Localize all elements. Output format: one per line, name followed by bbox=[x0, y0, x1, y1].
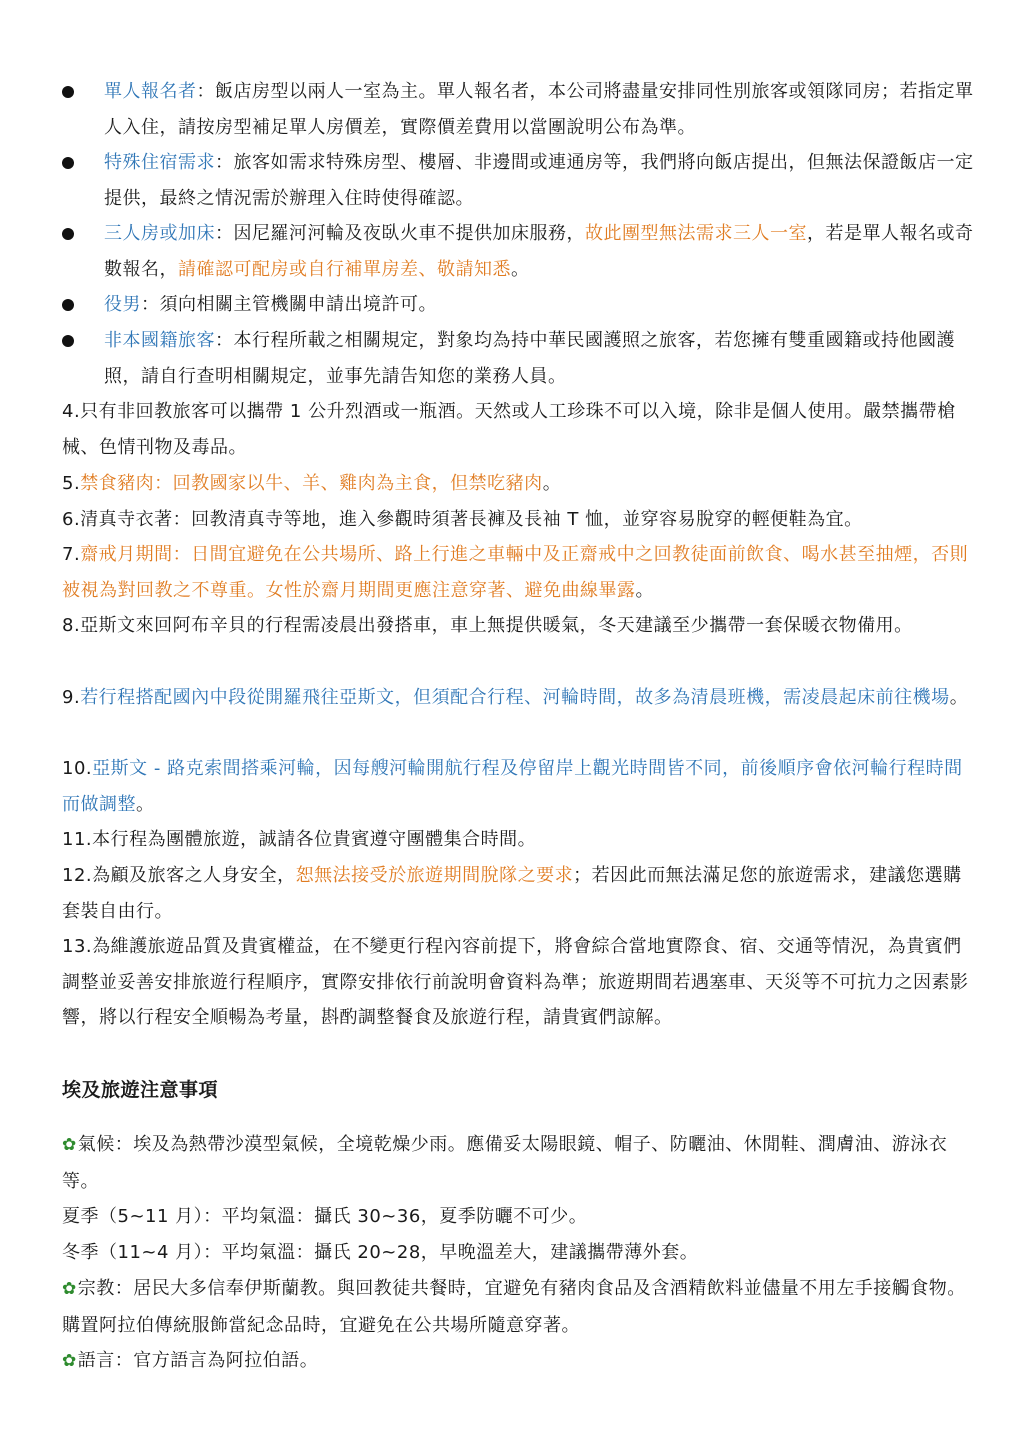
item-number: 5. bbox=[62, 473, 81, 494]
bullet-separator: ： bbox=[141, 294, 160, 315]
bullet-military-service bbox=[62, 287, 974, 323]
item-end: 。 bbox=[949, 687, 969, 708]
bullet-dot-icon bbox=[62, 335, 74, 347]
item-10-river-cruise bbox=[62, 751, 974, 822]
bullet-label: 非本國籍旅客 bbox=[104, 330, 215, 351]
bullet-text bbox=[62, 287, 974, 323]
bullet-body: 旅客如需求特殊房型、樓層、非邊間或連通房等，我們將向飯店提出，但無法保證飯店一定提供，最終之情況需於辦理入住時使得確認。 bbox=[104, 152, 974, 209]
bullet-special-accommodation bbox=[62, 145, 974, 216]
item-body: 亞斯文 - 路克索間搭乘河輪，因每艘河輪開航行程及停留岸上觀光時間皆不同，前後順序會依河輪行程時間而做調整 bbox=[62, 758, 963, 815]
egypt-summer: 夏季（5~11 月）：平均氣溫：攝氏 30~36，夏季防曬不可少。 bbox=[62, 1206, 588, 1227]
item-number: 7. bbox=[62, 544, 81, 565]
bullet-body: 飯店房型以兩人一室為主。單人報名者，本公司將盡量安排同性別旅客或領隊同房；若指定單人入住，請按房型補足單人房價差，實際價差費用以當團說明公布為準。 bbox=[104, 81, 974, 138]
bullet-dot-icon bbox=[62, 299, 74, 311]
bullet-label: 三人房或加床 bbox=[104, 223, 215, 244]
item-body: ；若因此而無法滿足您的旅遊需求，建議您選購套裝自由行。 bbox=[62, 865, 962, 922]
bullet-dot-icon bbox=[62, 86, 74, 98]
bullet-separator: ： bbox=[215, 330, 234, 351]
egypt-climate bbox=[62, 1127, 974, 1199]
bullet-dot-icon bbox=[62, 228, 74, 240]
language-text: 語言：官方語言為阿拉伯語。 bbox=[77, 1350, 319, 1371]
bullet-foreign-nationals bbox=[62, 323, 974, 394]
egypt-winter: 冬季（11~4 月）：平均氣溫：攝氏 20~28，早晚溫差大，建議攜帶薄外套。 bbox=[62, 1242, 699, 1263]
item-end: 。 bbox=[136, 793, 155, 815]
item-number: 9. bbox=[62, 687, 81, 708]
flower-icon: ✿ bbox=[62, 1135, 77, 1155]
bullet-highlight: 故此團型無法需求三人一室 bbox=[585, 223, 807, 244]
climate-text: 氣候：埃及為熱帶沙漠型氣候，全境乾燥少雨。應備妥太陽眼鏡、帽子、防曬油、休閒鞋、潤膚油、游泳衣等。 bbox=[62, 1134, 948, 1192]
section-heading-egypt-notes: 埃及旅遊注意事項 bbox=[62, 1079, 219, 1101]
bullet-triple-room bbox=[62, 216, 974, 287]
item-11-group-travel: 11.本行程為團體旅遊，誠請各位貴賓遵守團體集合時間。 bbox=[62, 829, 537, 850]
item-end: 。 bbox=[542, 473, 562, 494]
item-end: 。 bbox=[635, 579, 654, 601]
bullet-body: 本行程所載之相關規定，對象均為持中華民國護照之旅客，若您擁有雙重國籍或持他國護照，請自行查明相關規定，並事先請告知您的業務人員。 bbox=[104, 330, 955, 387]
item-body: 禁食豬肉：回教國家以牛、羊、雞肉為主食，但禁吃豬肉 bbox=[80, 473, 543, 494]
bullet-text bbox=[62, 323, 974, 394]
item-5-pork bbox=[62, 466, 974, 502]
bullet-body: 。 bbox=[511, 258, 530, 280]
item-8-abu-simbel: 8.亞斯文來回阿布辛貝的行程需凌晨出發搭車，車上無提供暖氣，冬天建議至少攜帶一套保暖衣物備用。 bbox=[62, 615, 913, 636]
flower-icon: ✿ bbox=[62, 1279, 77, 1299]
item-9-domestic-flight bbox=[62, 680, 974, 716]
bullet-text bbox=[62, 145, 974, 216]
bullet-label: 役男 bbox=[104, 294, 141, 315]
bullet-body: 須向相關主管機關申請出境許可。 bbox=[159, 294, 437, 315]
egypt-language bbox=[62, 1343, 974, 1380]
item-highlight: 恕無法接受於旅遊期間脫隊之要求 bbox=[295, 865, 574, 886]
item-body: 若行程搭配國內中段從開羅飛往亞斯文，但須配合行程、河輪時間，故多為清晨班機，需凌晨起床前往機場 bbox=[80, 687, 950, 708]
bullet-separator: ： bbox=[196, 81, 215, 102]
item-body: 齋戒月期間：日間宜避免在公共場所、路上行進之車輛中及正齋戒中之回教徒面前飲食、喝水甚至抽煙，否則被視為對回教之不尊重。女性於齋月期間更應注意穿著、避免曲線畢露 bbox=[62, 544, 969, 601]
egypt-religion bbox=[62, 1271, 974, 1343]
flower-icon: ✿ bbox=[62, 1351, 77, 1371]
bullet-single-registration bbox=[62, 74, 974, 145]
bullet-text bbox=[62, 216, 974, 287]
bullet-body: 因尼羅河河輪及夜臥火車不提供加床服務， bbox=[233, 223, 585, 244]
bullet-dot-icon bbox=[62, 157, 74, 169]
item-7-ramadan bbox=[62, 537, 974, 608]
item-4-alcohol: 4.只有非回教旅客可以攜帶 1 公升烈酒或一瓶酒。天然或人工珍珠不可以入境，除非是個人使用。嚴禁攜帶槍械、色情刊物及毒品。 bbox=[62, 401, 956, 458]
bullet-text bbox=[62, 74, 974, 145]
bullet-separator: ： bbox=[215, 223, 234, 244]
item-number: 10. bbox=[62, 758, 93, 779]
item-13-itinerary-adjustment: 13.為維護旅遊品質及貴賓權益，在不變更行程內容前提下，將會綜合當地實際食、宿、交通等情況，為貴賓們調整並妥善安排旅遊行程順序，實際安排依行前說明會資料為準；旅遊期間若遇塞車、天災等不可抗力之因素影響，將以行程安全順暢為考量，斟酌調整餐食及旅遊行程，請貴賓們諒解。 bbox=[62, 936, 969, 1028]
bullet-body: ，若是單人報名或奇數報名， bbox=[104, 223, 974, 280]
bullet-label: 單人報名者 bbox=[104, 81, 197, 102]
item-6-mosque-attire: 6.清真寺衣著：回教清真寺等地，進入參觀時須著長褲及長袖 T 恤，並穿容易脫穿的輕便鞋為宜。 bbox=[62, 509, 863, 530]
bullet-label: 特殊住宿需求 bbox=[104, 152, 215, 173]
bullet-highlight: 請確認可配房或自行補單房差、敬請知悉 bbox=[178, 258, 511, 280]
item-12-safety bbox=[62, 858, 974, 929]
item-body: 12.為顧及旅客之人身安全， bbox=[62, 865, 296, 886]
religion-text: 宗教：居民大多信奉伊斯蘭教。與回教徒共餐時，宜避免有豬肉食品及含酒精飲料並儘量不用左手接觸食物。購置阿拉伯傳統服飾當紀念品時，宜避免在公共場所隨意穿著。 bbox=[62, 1278, 966, 1336]
bullet-separator: ： bbox=[215, 152, 234, 173]
